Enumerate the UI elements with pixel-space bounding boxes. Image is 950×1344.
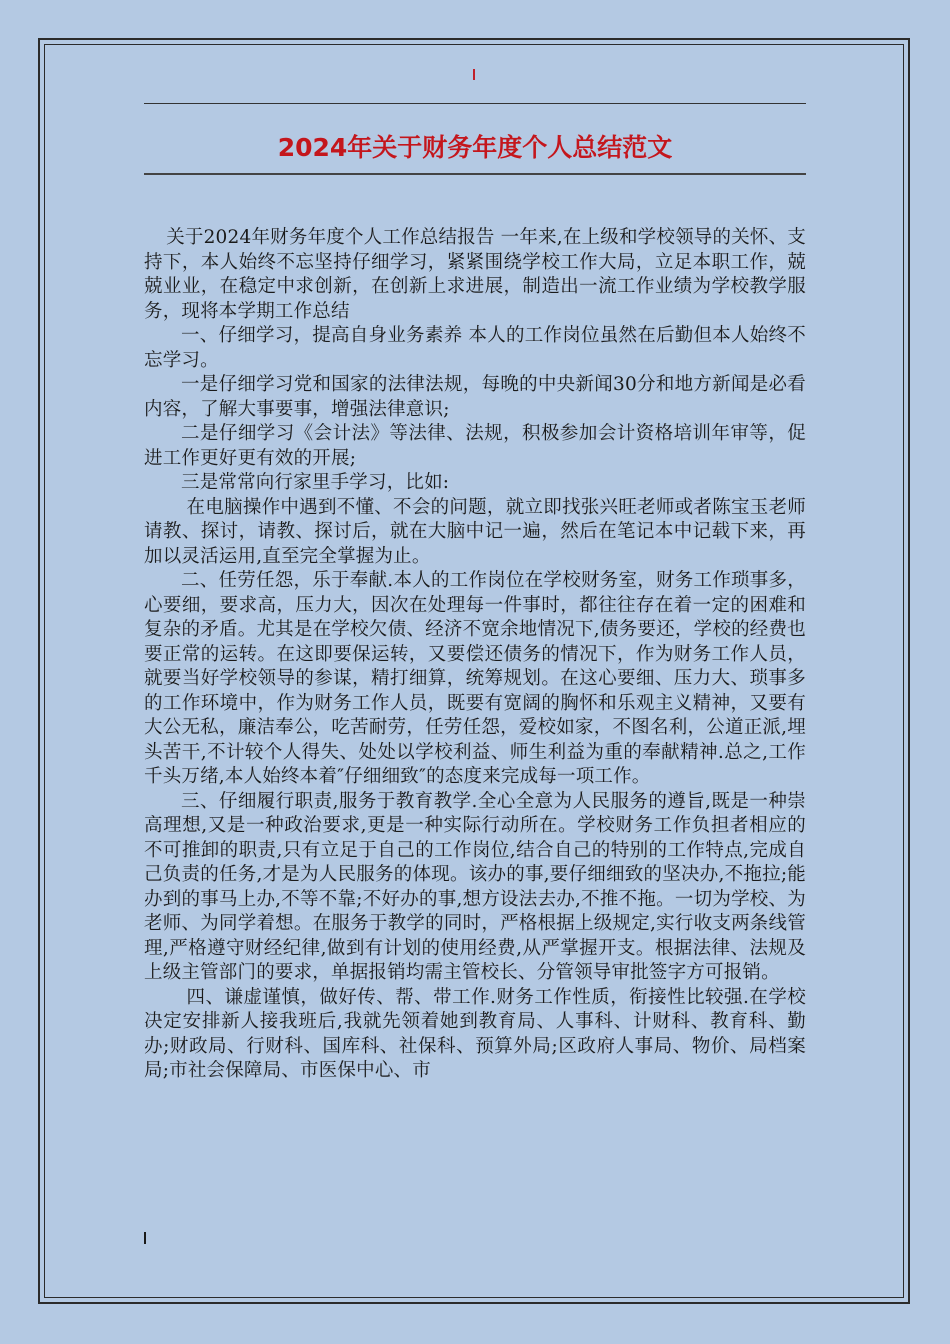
paragraph-intro: 关于2024年财务年度个人工作总结报告 一年来,在上级和学校领导的关怀、支持下，本人始终不忘坚持仔细学习，紧紧围绕学校工作大局，立足本职工作，兢兢业业，在稳定中求创新，在创新上求进展，制造出一流工作业绩为学校教学服务，现将本学期工作总结	[144, 227, 806, 322]
document-title: 2024年关于财务年度个人总结范文	[277, 133, 673, 162]
header-mark	[473, 69, 475, 80]
paragraph-section-1: 一、仔细学习，提高自身业务素养 本人的工作岗位虽然在后勤但本人始终不忘学习。	[144, 325, 806, 371]
paragraph-point-3: 三是常常向行家里手学习，比如:	[181, 472, 450, 493]
footer-mark	[144, 1232, 146, 1244]
paragraph-section-2: 二、任劳任怨，乐于奉献.本人的工作岗位在学校财务室，财务工作琐事多，心要细，要求高，压力大，因次在处理每一件事时，都往往存在着一定的困难和复杂的矛盾。尤其是在学校欠债、经济不宽余地情况下,债务要还，学校的经费也要正常的运转。在这即要保运转，又要偿还债务的情况下，作为财务工作人员，就要当好学校领导的参谋，精打细算，统筹规划。在这心要细、压力大、琐事多的工作环境中，作为财务工作人员，既要有宽阔的胸怀和乐观主义精神，又要有大公无私，廉洁奉公，吃苦耐劳，任劳任怨，爱校如家，不图名利，公道正派,埋头苦干,不计较个人得失、处处以学校利益、师生利益为重的奉献精神.总之,工作千头万绪,本人始终本着″仔细细致″的态度来完成每一项工作。	[144, 570, 806, 787]
document-body	[144, 226, 806, 1084]
title-rule	[144, 173, 806, 175]
paragraph-example: 在电脑操作中遇到不懂、不会的问题，就立即找张兴旺老师或者陈宝玉老师请教、探讨，请教、探讨后，就在大脑中记一遍，然后在笔记本中记载下来，再加以灵活运用,直至完全掌握为止。	[144, 496, 806, 567]
paragraph-section-3: 三、仔细履行职责,服务于教育教学.全心全意为人民服务的遵旨,既是一种崇高理想,又是一种政治要求,更是一种实际行动所在。学校财务工作负担者相应的不可推卸的职责,只有立足于自己的工作岗位,结合自己的特别的工作特点,完成自己负责的任务,才是为人民服务的体现。该办的事,要仔细细致的坚决办,不拖拉;能办到的事马上办,不等不靠;不好办的事,想方设法去办,不推不拖。一切为学校、为老师、为同学着想。在服务于教学的同时，严格根据上级规定,实行收支两条线管理,严格遵守财经纪律,做到有计划的使用经费,从严掌握开支。根据法律、法规及上级主管部门的要求，单据报销均需主管校长、分管领导审批签字方可报销。	[144, 790, 806, 983]
paragraph-point-1: 一是仔细学习党和国家的法律法规，每晚的中央新闻30分和地方新闻是必看内容，了解大事要事，增强法律意识;	[144, 374, 806, 420]
paragraph-point-2: 二是仔细学习《会计法》等法律、法规，积极参加会计资格培训年审等，促进工作更好更有效的开展;	[144, 423, 806, 469]
paragraph-section-4: 四、谦虚谨慎，做好传、帮、带工作.财务工作性质，衔接性比较强.在学校决定安排新人接我班后,我就先领着她到教育局、人事科、计财科、教育科、勤办;财政局、行财科、国库科、社保科、预算外局;区政府人事局、物价、局档案局;市社会保障局、市医保中心、市	[144, 986, 806, 1081]
header-rule	[144, 103, 806, 104]
